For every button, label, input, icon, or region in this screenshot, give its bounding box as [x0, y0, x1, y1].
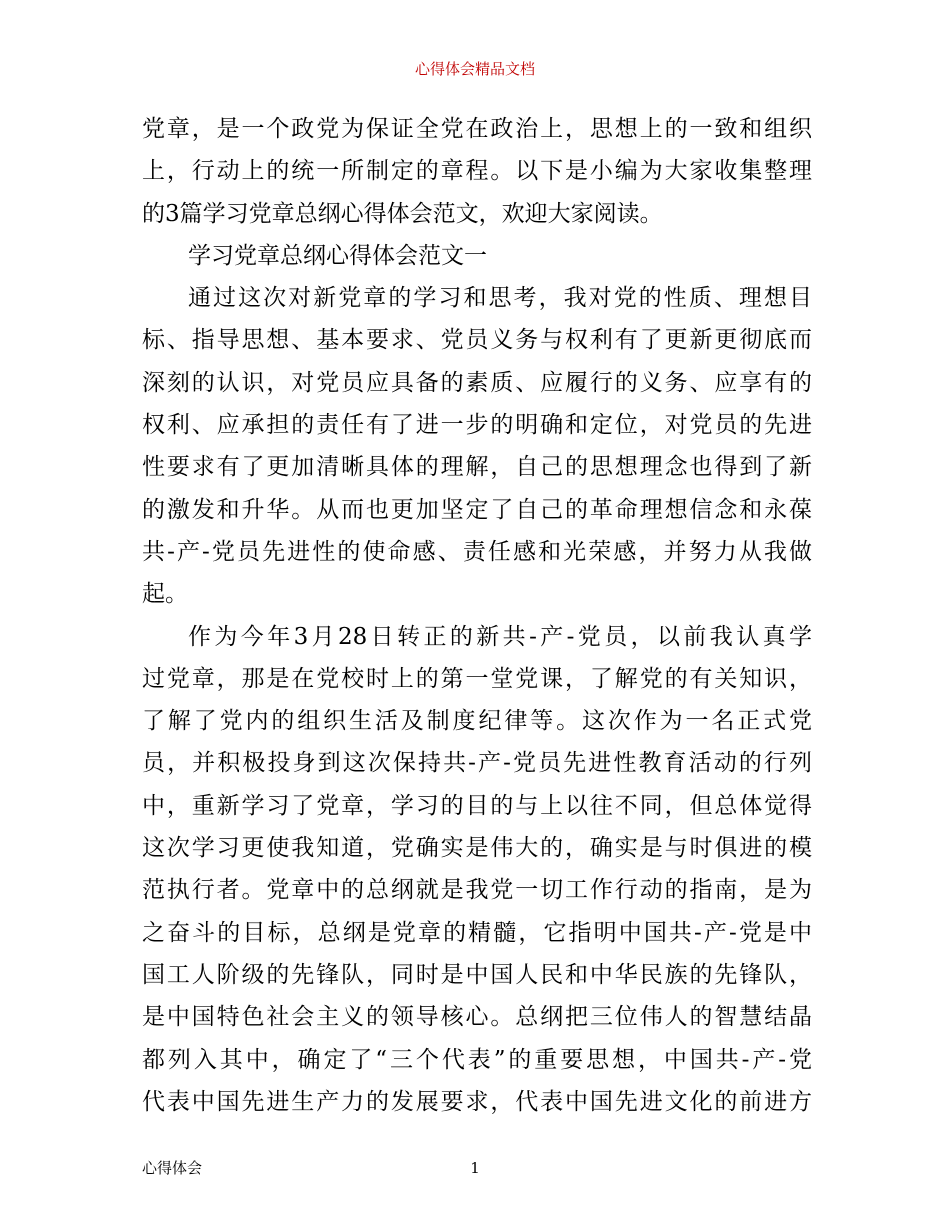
- body-line: 通过这次对新党章的学习和思考，我对党的性质、理想目: [188, 285, 812, 312]
- body-line: 员，并积极投身到这次保持共-产-党员先进性教育活动的行列: [142, 750, 812, 777]
- body-line: 国工人阶级的先锋队，同时是中国人民和中华民族的先锋队，: [142, 961, 812, 988]
- body-line: 了解了党内的组织生活及制度纪律等。这次作为一名正式党: [142, 708, 812, 735]
- body-line: 的激发和升华。从而也更加坚定了自己的革命理想信念和永葆: [142, 496, 812, 523]
- document-body: [142, 108, 812, 1123]
- body-line: 共-产-党员先进性的使命感、责任感和光荣感，并努力从我做: [142, 538, 812, 565]
- page-header-title: 心得体会精品文档: [414, 60, 535, 78]
- body-line: 的3篇学习党章总纲心得体会范文，欢迎大家阅读。: [142, 200, 663, 227]
- body-line: 过党章，那是在党校时上的第一堂党课，了解党的有关知识，: [142, 665, 812, 692]
- body-line: 都列入其中，确定了“三个代表”的重要思想，中国共-产-党: [142, 1046, 812, 1073]
- body-line: 代表中国先进生产力的发展要求，代表中国先进文化的前进方: [142, 1088, 812, 1115]
- body-line: 深刻的认识，对党员应具备的素质、应履行的义务、应享有的: [142, 369, 812, 396]
- body-line: 范执行者。党章中的总纲就是我党一切工作行动的指南，是为: [142, 877, 812, 904]
- body-line: 起。: [142, 581, 188, 608]
- section-heading: 学习党章总纲心得体会范文一: [188, 242, 487, 269]
- page-number: 1: [470, 1159, 480, 1177]
- body-line: 党章，是一个政党为保证全党在政治上，思想上的一致和组织: [142, 116, 812, 142]
- footer-label: 心得体会: [142, 1159, 203, 1177]
- body-line: 性要求有了更加清晰具体的理解，自己的思想理念也得到了新: [142, 454, 812, 481]
- body-line: 这次学习更使我知道，党确实是伟大的，确实是与时俱进的模: [142, 835, 812, 862]
- body-line: 中，重新学习了党章，学习的目的与上以往不同，但总体觉得: [142, 792, 812, 819]
- body-line: 作为今年3月28日转正的新共-产-党员，以前我认真学: [188, 623, 812, 650]
- body-line: 是中国特色社会主义的领导核心。总纲把三位伟人的智慧结晶: [142, 1004, 812, 1031]
- body-line: 权利、应承担的责任有了进一步的明确和定位，对党员的先进: [142, 412, 812, 439]
- body-line: 标、指导思想、基本要求、党员义务与权利有了更新更彻底而: [142, 327, 812, 354]
- body-line: 之奋斗的目标，总纲是党章的精髓，它指明中国共-产-党是中: [142, 919, 812, 946]
- body-line: 上，行动上的统一所制定的章程。以下是小编为大家收集整理: [142, 158, 812, 185]
